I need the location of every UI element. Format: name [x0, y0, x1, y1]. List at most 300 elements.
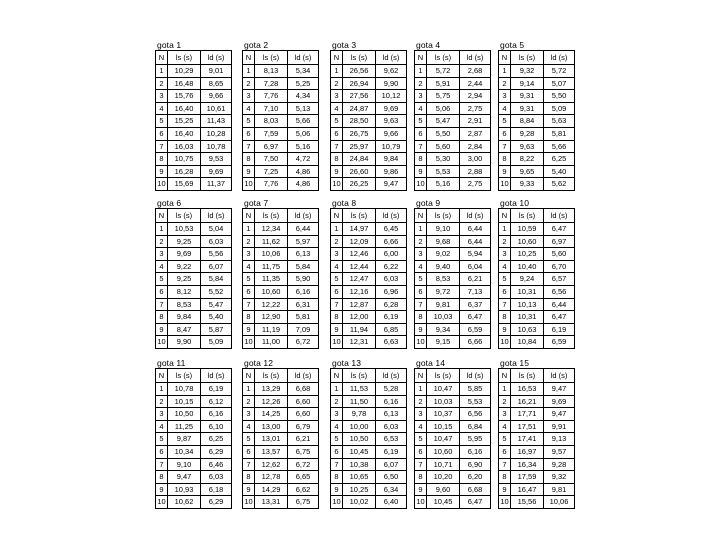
table-cell: 5	[499, 433, 511, 446]
table-row	[243, 383, 319, 396]
table-cell: 9	[331, 165, 343, 178]
table-row	[243, 483, 319, 496]
table-cell: 9,69	[376, 102, 407, 115]
gota-title: gota 10	[500, 198, 530, 208]
table-cell: 8	[156, 471, 168, 484]
table-cell: 2	[331, 77, 343, 90]
table-row	[156, 102, 232, 115]
table-row	[243, 323, 319, 336]
gota-table	[498, 368, 575, 509]
table-cell: 4	[415, 102, 427, 115]
table-cell: 10	[415, 496, 427, 509]
header-row	[499, 51, 575, 65]
gota-title: gota 15	[500, 358, 530, 368]
table-cell: 11,25	[168, 420, 201, 433]
table-cell: 16,21	[511, 395, 544, 408]
table-cell: 10	[156, 178, 168, 191]
table-cell: 6	[331, 127, 343, 140]
table-cell: 6	[331, 285, 343, 298]
column-header: N	[156, 209, 168, 223]
gota-title: gota 6	[157, 198, 182, 208]
table-cell: 6,50	[376, 471, 407, 484]
table-row	[243, 395, 319, 408]
table-cell: 7	[415, 140, 427, 153]
table-cell: 10	[499, 178, 511, 191]
table-row	[415, 260, 491, 273]
table-row	[243, 165, 319, 178]
table-row	[243, 458, 319, 471]
table-cell: 10	[156, 496, 168, 509]
table-row	[331, 471, 407, 484]
table-cell: 10,03	[427, 395, 460, 408]
table-row	[156, 223, 232, 236]
table-row	[415, 383, 491, 396]
table-cell: 5	[415, 433, 427, 446]
table-cell: 7	[499, 140, 511, 153]
table-row	[331, 433, 407, 446]
gota-table	[414, 208, 491, 349]
column-header: ld (s)	[201, 209, 232, 223]
table-cell: 6,13	[376, 408, 407, 421]
table-cell: 4	[415, 260, 427, 273]
table-row	[331, 420, 407, 433]
table-cell: 9	[499, 483, 511, 496]
table-cell: 6,97	[544, 235, 575, 248]
table-cell: 10,50	[343, 433, 376, 446]
table-row	[243, 115, 319, 128]
table-row	[243, 496, 319, 509]
table-cell: 5,84	[201, 273, 232, 286]
table-cell: 6	[415, 445, 427, 458]
table-cell: 10,34	[168, 445, 201, 458]
table-cell: 10,06	[255, 248, 288, 261]
column-header: N	[415, 209, 427, 223]
table-cell: 8	[331, 311, 343, 324]
column-header: ld (s)	[201, 369, 232, 383]
table-cell: 2,87	[460, 127, 491, 140]
table-cell: 10,25	[343, 483, 376, 496]
table-cell: 9	[156, 165, 168, 178]
column-header: ld (s)	[288, 369, 319, 383]
table-cell: 4	[499, 102, 511, 115]
table-row	[243, 285, 319, 298]
table-cell: 15,56	[511, 496, 544, 509]
table-cell: 2	[415, 235, 427, 248]
table-cell: 9	[331, 323, 343, 336]
table-cell: 7,59	[255, 127, 288, 140]
table-row	[243, 235, 319, 248]
table-cell: 10,60	[427, 445, 460, 458]
table-row	[499, 223, 575, 236]
header-row	[243, 369, 319, 383]
table-cell: 6,10	[201, 420, 232, 433]
table-cell: 3	[499, 90, 511, 103]
gota-title: gota 13	[332, 358, 362, 368]
table-cell: 3	[415, 408, 427, 421]
column-header: ls (s)	[511, 209, 544, 223]
table-row	[331, 458, 407, 471]
gota-block	[414, 41, 490, 191]
table-cell: 2	[156, 395, 168, 408]
table-cell: 10,60	[511, 235, 544, 248]
table-cell: 2,88	[460, 165, 491, 178]
table-cell: 8	[156, 311, 168, 324]
table-cell: 10,79	[376, 140, 407, 153]
table-cell: 8	[243, 311, 255, 324]
table-row	[331, 140, 407, 153]
table-cell: 10,63	[511, 323, 544, 336]
table-cell: 9,69	[544, 395, 575, 408]
table-row	[331, 408, 407, 421]
column-header: N	[243, 51, 255, 65]
table-cell: 2,75	[460, 178, 491, 191]
table-cell: 9,91	[544, 420, 575, 433]
table-cell: 6,40	[376, 496, 407, 509]
table-cell: 15,69	[168, 178, 201, 191]
table-cell: 3	[499, 248, 511, 261]
table-cell: 6,72	[288, 336, 319, 349]
table-cell: 2	[243, 235, 255, 248]
gota-table	[330, 50, 407, 191]
table-cell: 10	[415, 336, 427, 349]
table-cell: 9,28	[544, 458, 575, 471]
gota-table	[330, 208, 407, 349]
header-row	[415, 51, 491, 65]
table-cell: 4	[156, 420, 168, 433]
table-row	[415, 311, 491, 324]
header-row	[331, 209, 407, 223]
table-cell: 3,00	[460, 153, 491, 166]
table-cell: 5,07	[544, 77, 575, 90]
table-cell: 6	[243, 445, 255, 458]
table-cell: 6	[243, 285, 255, 298]
table-row	[499, 383, 575, 396]
table-cell: 10	[415, 178, 427, 191]
table-cell: 9	[243, 323, 255, 336]
table-cell: 4	[156, 102, 168, 115]
table-cell: 2	[243, 395, 255, 408]
table-cell: 4	[243, 260, 255, 273]
table-row	[415, 285, 491, 298]
table-cell: 6,21	[460, 273, 491, 286]
table-cell: 10,78	[201, 140, 232, 153]
column-header: ls (s)	[255, 51, 288, 65]
column-header: ls (s)	[511, 369, 544, 383]
table-cell: 9,72	[427, 285, 460, 298]
table-cell: 5	[499, 115, 511, 128]
table-cell: 5,52	[201, 285, 232, 298]
table-cell: 5,63	[544, 115, 575, 128]
table-cell: 2	[499, 395, 511, 408]
table-row	[243, 223, 319, 236]
column-header: ls (s)	[427, 51, 460, 65]
table-cell: 5,28	[376, 383, 407, 396]
table-cell: 9,62	[376, 65, 407, 78]
column-header: N	[499, 209, 511, 223]
table-row	[331, 383, 407, 396]
table-cell: 5,84	[288, 260, 319, 273]
table-row	[331, 395, 407, 408]
table-cell: 5,66	[288, 115, 319, 128]
table-cell: 6	[415, 127, 427, 140]
table-cell: 6,16	[460, 445, 491, 458]
table-cell: 3	[243, 248, 255, 261]
table-row	[156, 260, 232, 273]
table-row	[331, 178, 407, 191]
table-row	[499, 235, 575, 248]
table-row	[243, 260, 319, 273]
table-cell: 1	[499, 383, 511, 396]
table-row	[499, 65, 575, 78]
column-header: ld (s)	[544, 369, 575, 383]
table-cell: 5,47	[427, 115, 460, 128]
header-row	[499, 209, 575, 223]
table-row	[156, 90, 232, 103]
table-cell: 8	[331, 471, 343, 484]
table-cell: 9,28	[511, 127, 544, 140]
table-cell: 6,07	[376, 458, 407, 471]
table-cell: 6,19	[544, 323, 575, 336]
table-cell: 2	[415, 77, 427, 90]
table-cell: 3	[331, 408, 343, 421]
table-row	[499, 298, 575, 311]
table-cell: 6,59	[544, 336, 575, 349]
table-cell: 5,85	[460, 383, 491, 396]
table-row	[499, 260, 575, 273]
table-cell: 6,34	[376, 483, 407, 496]
table-cell: 10,84	[511, 336, 544, 349]
table-cell: 4,72	[288, 153, 319, 166]
table-cell: 7,76	[255, 90, 288, 103]
column-header: ls (s)	[427, 209, 460, 223]
column-header: N	[499, 51, 511, 65]
table-cell: 9,22	[168, 260, 201, 273]
table-cell: 9,87	[168, 433, 201, 446]
table-cell: 4,86	[288, 165, 319, 178]
table-cell: 11,50	[343, 395, 376, 408]
column-header: ld (s)	[288, 51, 319, 65]
table-row	[243, 433, 319, 446]
table-row	[499, 408, 575, 421]
table-cell: 7,10	[255, 102, 288, 115]
table-row	[331, 496, 407, 509]
table-cell: 11,53	[343, 383, 376, 396]
table-cell: 8	[243, 153, 255, 166]
table-cell: 5,72	[544, 65, 575, 78]
table-cell: 5	[156, 433, 168, 446]
table-cell: 1	[243, 223, 255, 236]
table-cell: 9,31	[511, 102, 544, 115]
table-cell: 5,53	[427, 165, 460, 178]
gota-title: gota 12	[244, 358, 274, 368]
table-cell: 1	[243, 383, 255, 396]
table-cell: 6,44	[288, 223, 319, 236]
table-cell: 9,81	[544, 483, 575, 496]
column-header: ld (s)	[376, 209, 407, 223]
table-cell: 6,59	[460, 323, 491, 336]
table-row	[499, 273, 575, 286]
table-cell: 5,60	[544, 248, 575, 261]
table-cell: 11,94	[343, 323, 376, 336]
table-cell: 1	[415, 65, 427, 78]
table-cell: 6,79	[288, 420, 319, 433]
table-cell: 9,47	[544, 383, 575, 396]
column-header: N	[415, 51, 427, 65]
table-cell: 5,06	[288, 127, 319, 140]
table-cell: 6,20	[460, 471, 491, 484]
table-cell: 7,09	[288, 323, 319, 336]
table-row	[415, 77, 491, 90]
table-cell: 6,47	[544, 223, 575, 236]
table-row	[243, 178, 319, 191]
table-cell: 16,40	[168, 102, 201, 115]
table-cell: 2,44	[460, 77, 491, 90]
table-cell: 9,47	[544, 408, 575, 421]
table-row	[415, 395, 491, 408]
table-cell: 4	[499, 260, 511, 273]
table-cell: 7	[499, 298, 511, 311]
table-cell: 6,16	[288, 285, 319, 298]
table-cell: 6,31	[288, 298, 319, 311]
table-cell: 6,12	[201, 395, 232, 408]
table-cell: 6,29	[201, 445, 232, 458]
table-cell: 11,00	[255, 336, 288, 349]
table-cell: 1	[156, 383, 168, 396]
gota-block	[414, 199, 490, 349]
table-cell: 10,93	[168, 483, 201, 496]
gota-table	[242, 50, 319, 191]
table-cell: 5,56	[201, 248, 232, 261]
table-cell: 6,22	[376, 260, 407, 273]
table-cell: 6,53	[376, 433, 407, 446]
table-cell: 9,15	[427, 336, 460, 349]
table-cell: 5,95	[460, 433, 491, 446]
table-cell: 10,02	[343, 496, 376, 509]
table-cell: 9,25	[168, 273, 201, 286]
table-cell: 10	[499, 496, 511, 509]
table-cell: 9	[415, 483, 427, 496]
table-cell: 6,60	[288, 408, 319, 421]
table-cell: 10,78	[168, 383, 201, 396]
gota-block	[155, 41, 231, 191]
table-cell: 10,15	[427, 420, 460, 433]
table-cell: 6,37	[460, 298, 491, 311]
table-cell: 8,65	[201, 77, 232, 90]
gota-title: gota 4	[416, 40, 441, 50]
table-cell: 1	[499, 65, 511, 78]
table-cell: 5,53	[460, 395, 491, 408]
column-header: N	[331, 51, 343, 65]
table-cell: 6	[156, 285, 168, 298]
table-cell: 6,72	[288, 458, 319, 471]
table-cell: 6,96	[376, 285, 407, 298]
table-row	[156, 248, 232, 261]
gota-table	[498, 208, 575, 349]
table-row	[499, 77, 575, 90]
table-cell: 10,20	[427, 471, 460, 484]
table-cell: 13,57	[255, 445, 288, 458]
table-cell: 10,47	[427, 383, 460, 396]
table-row	[331, 323, 407, 336]
table-row	[156, 65, 232, 78]
table-row	[156, 336, 232, 349]
header-row	[415, 369, 491, 383]
header-row	[156, 369, 232, 383]
column-header: N	[415, 369, 427, 383]
table-cell: 5	[499, 273, 511, 286]
table-cell: 9	[156, 483, 168, 496]
table-cell: 9,24	[511, 273, 544, 286]
table-cell: 5	[156, 115, 168, 128]
table-row	[499, 140, 575, 153]
table-row	[499, 471, 575, 484]
gota-title: gota 3	[332, 40, 357, 50]
table-cell: 16,53	[511, 383, 544, 396]
table-cell: 6,66	[460, 336, 491, 349]
table-cell: 7,76	[255, 178, 288, 191]
table-cell: 6	[499, 445, 511, 458]
table-row	[156, 115, 232, 128]
table-row	[415, 433, 491, 446]
table-cell: 7	[331, 298, 343, 311]
table-cell: 3	[156, 90, 168, 103]
table-row	[415, 496, 491, 509]
table-row	[415, 458, 491, 471]
gota-block	[330, 359, 406, 509]
table-cell: 6	[331, 445, 343, 458]
table-row	[499, 178, 575, 191]
column-header: ld (s)	[460, 369, 491, 383]
table-cell: 2	[156, 77, 168, 90]
table-cell: 6,28	[376, 298, 407, 311]
gota-table	[155, 368, 232, 509]
table-cell: 10,12	[376, 90, 407, 103]
table-cell: 9,13	[544, 433, 575, 446]
table-row	[156, 285, 232, 298]
table-cell: 8,53	[427, 273, 460, 286]
table-row	[331, 273, 407, 286]
table-cell: 7,28	[255, 77, 288, 90]
table-cell: 10,61	[201, 102, 232, 115]
column-header: ls (s)	[255, 209, 288, 223]
table-cell: 5,16	[288, 140, 319, 153]
table-row	[243, 311, 319, 324]
table-cell: 9,90	[376, 77, 407, 90]
table-row	[331, 235, 407, 248]
table-cell: 6,56	[544, 285, 575, 298]
table-cell: 10	[331, 336, 343, 349]
table-row	[331, 77, 407, 90]
table-cell: 8,12	[168, 285, 201, 298]
table-cell: 5,90	[288, 273, 319, 286]
table-cell: 10,38	[343, 458, 376, 471]
table-row	[156, 77, 232, 90]
gota-title: gota 9	[416, 198, 441, 208]
table-row	[156, 140, 232, 153]
table-row	[499, 445, 575, 458]
table-cell: 6,63	[376, 336, 407, 349]
table-cell: 2	[243, 77, 255, 90]
table-cell: 10,25	[511, 248, 544, 261]
table-cell: 6,60	[288, 395, 319, 408]
table-cell: 6,25	[544, 153, 575, 166]
table-cell: 6,18	[201, 483, 232, 496]
table-cell: 9,47	[168, 471, 201, 484]
table-row	[331, 165, 407, 178]
table-cell: 2	[415, 395, 427, 408]
table-cell: 3	[156, 248, 168, 261]
table-cell: 12,78	[255, 471, 288, 484]
